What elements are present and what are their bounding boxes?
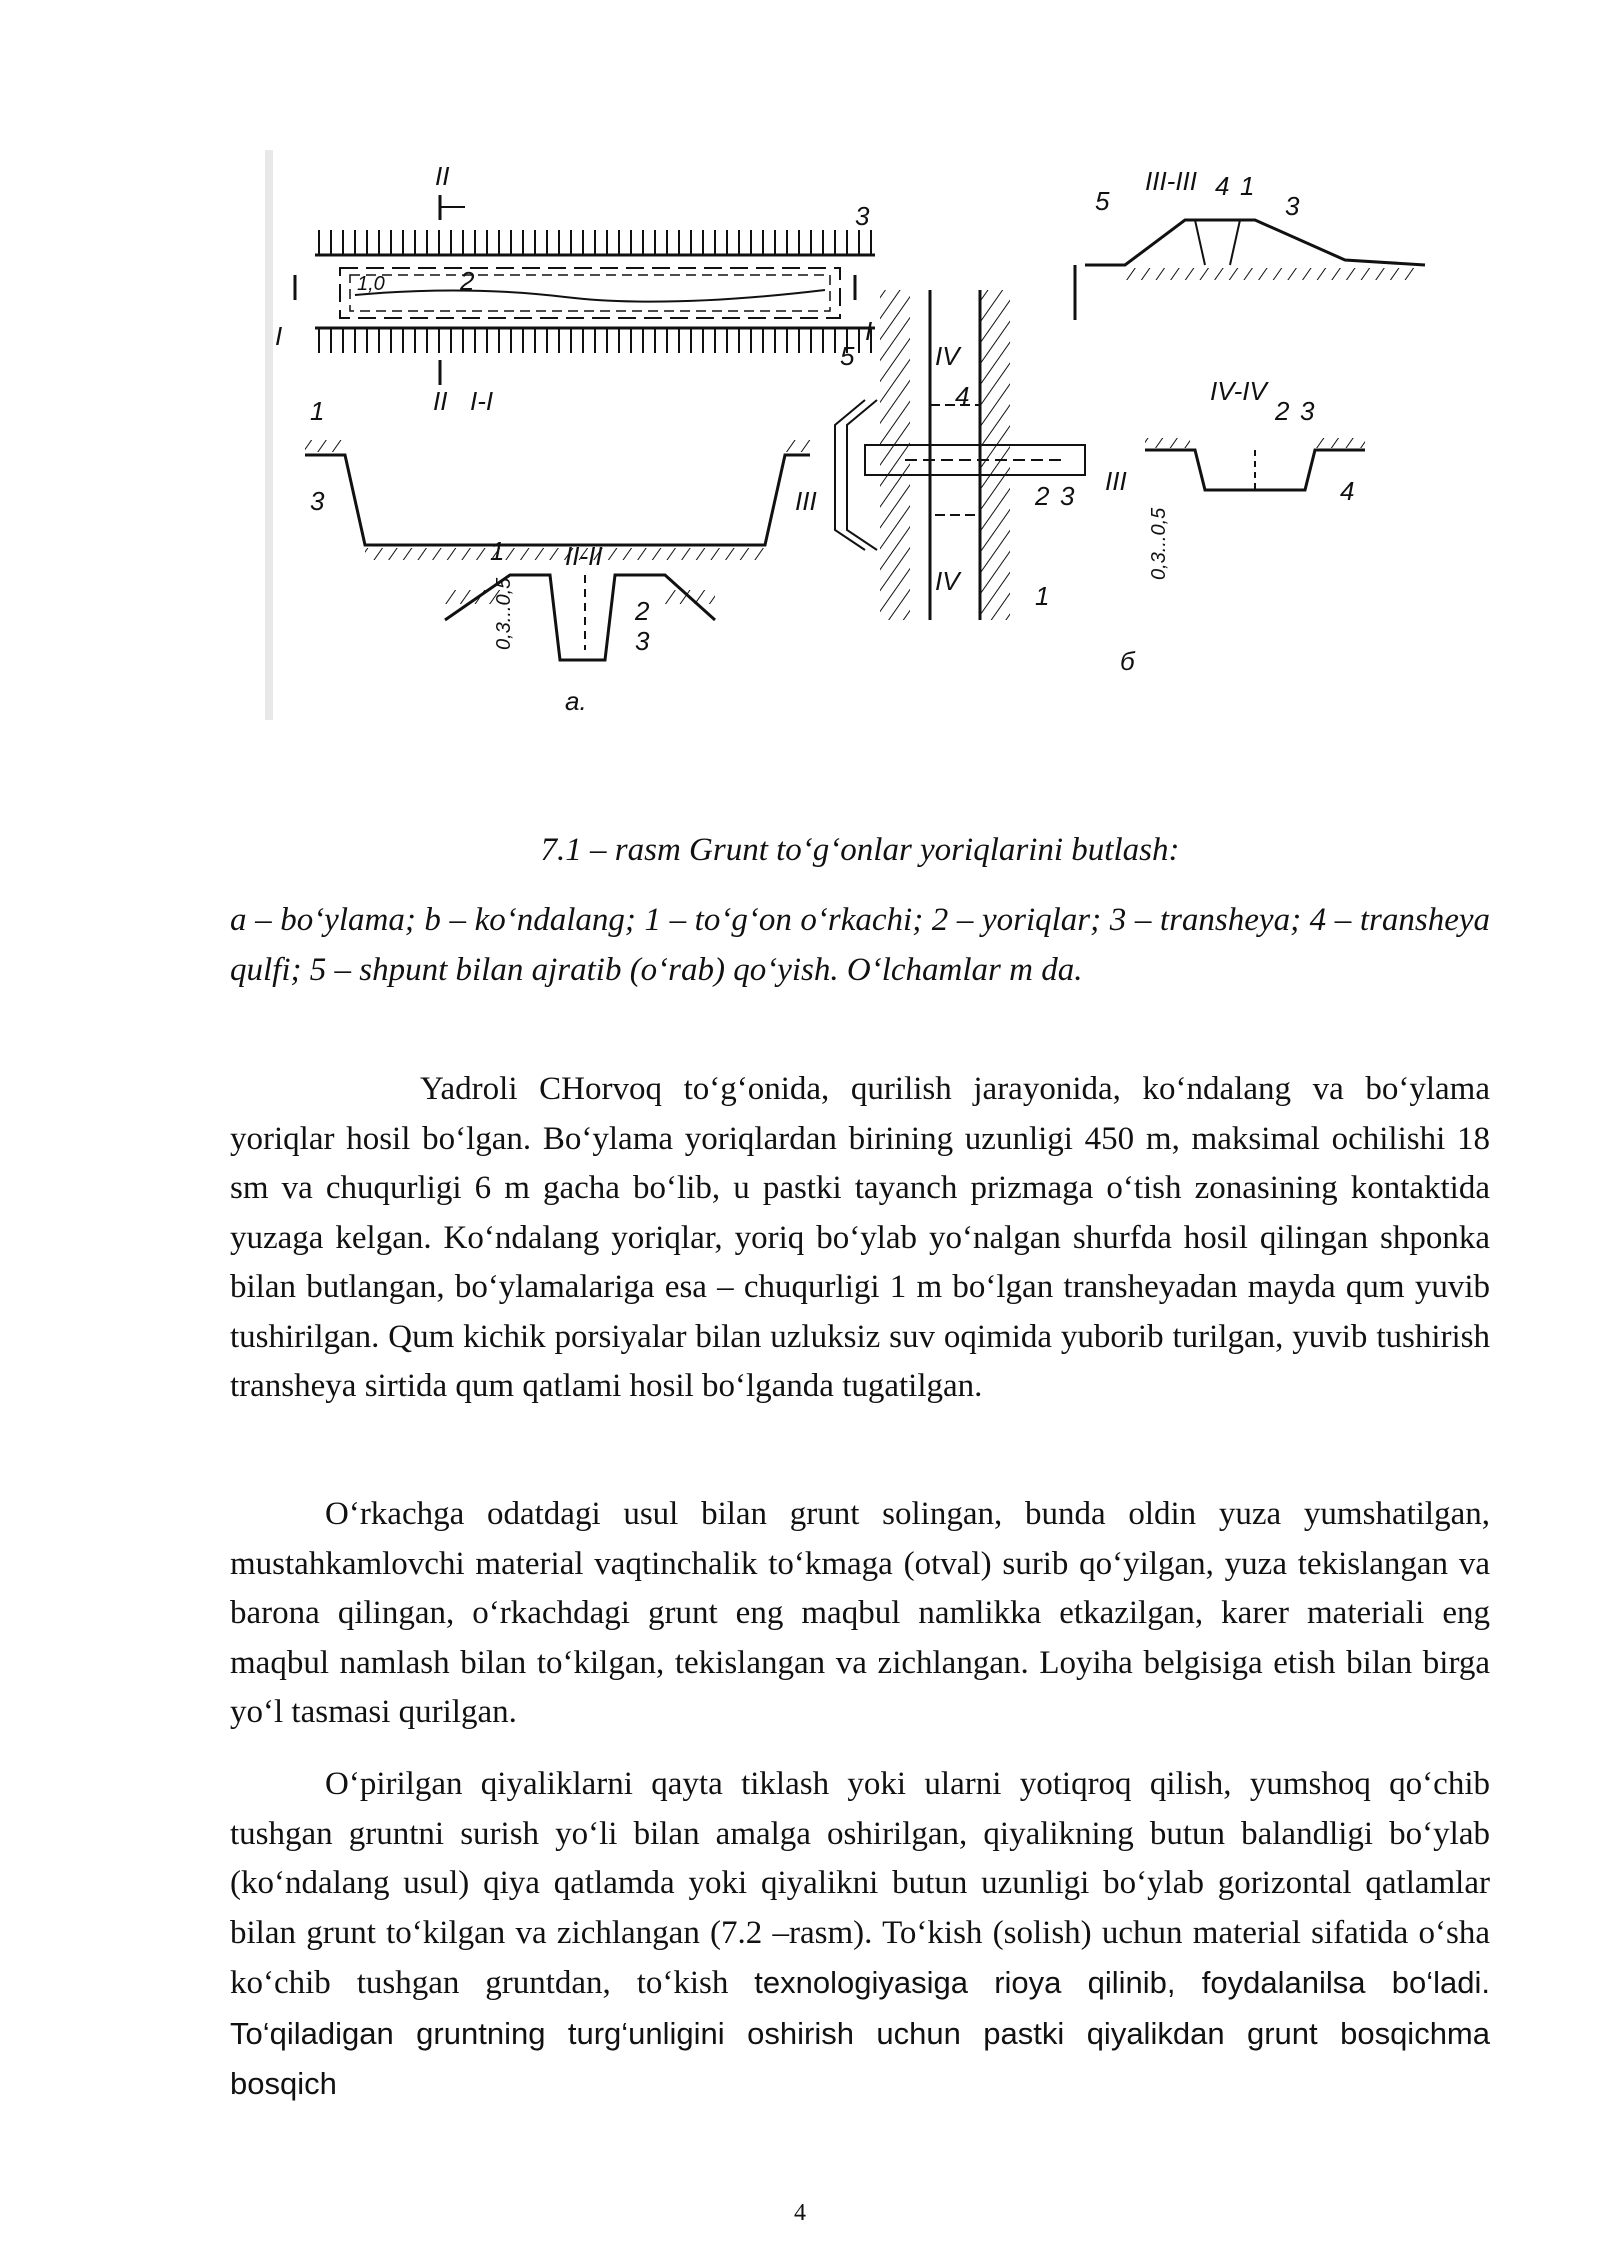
svg-text:2: 2 (635, 596, 650, 626)
svg-text:1: 1 (1035, 581, 1050, 611)
section-iii-iii (1075, 166, 1425, 320)
svg-text:III: III (795, 486, 817, 516)
svg-text:IV: IV (935, 566, 960, 596)
svg-text:2: 2 (460, 266, 475, 296)
paragraph-1: Yadroli CHorvoq to‘g‘onida, qurilish jarayonida, ko‘ndalang va bo‘ylama yoriqlar hosil bo‘lgan. Bo‘ylama yoriqlardan birining uzunligi 450 m, maksimal ochilishi 18 sm va chuqurligi 6 m gacha bo‘lib, u pastki tayanch prizmaga o‘tish zonasining kontaktida yuzaga kelgan. Ko‘ndalang yoriqlar, yoriq bo‘ylab yo‘nalgan shurfda hosil qilingan shponka bilan butlangan, bo‘ylamalariga esa – chuqurligi 1 m bo‘lgan transheyadan mayda qum yuvib tushirilgan. Qum kichik porsiyalar bilan uzluksiz suv oqimida yuborib turilgan, yuvib tushirish transheya sirtida qum qatlami hosil bo‘lganda tugatilgan. (230, 1071, 1490, 1404)
section-ii-ii (445, 536, 715, 716)
section-title: I-I (470, 386, 494, 416)
panel-a-label: a. (565, 686, 587, 716)
svg-text:3: 3 (1285, 191, 1300, 221)
svg-text:2: 2 (1275, 396, 1290, 426)
svg-text:3: 3 (855, 201, 870, 231)
svg-text:3: 3 (635, 626, 650, 656)
plan-view-transverse (835, 290, 1127, 620)
svg-text:III: III (1105, 466, 1127, 496)
svg-text:II: II (435, 161, 450, 191)
svg-text:3: 3 (1300, 396, 1315, 426)
paragraph-3-serif-part: O‘pirilgan qiyaliklarni qayta tiklash yoki ularni yotiqroq qilish, yumshoq qo‘chib tushgan gruntni surish yo‘li bilan amalga oshirilgan, qiyalikning butun balandligi bo‘ylab (ko‘ndalang usul) qiya qatlamda yoki qiyalikni butun uzunligi bo‘ylab gorizontal qatlamlar bilan grunt to‘kilgan va zichlangan (7.2 –rasm). To‘kish (solish) uchun material sifatida o‘sha ko‘chib tushgan gruntdan, to‘kish (230, 1766, 1490, 2001)
svg-text:3: 3 (310, 486, 325, 516)
dim-label: 1,0 (357, 273, 385, 295)
panel-b-label: б (1120, 646, 1135, 676)
svg-text:I: I (275, 321, 283, 351)
svg-text:4: 4 (955, 381, 970, 411)
page-number: 4 (794, 2200, 806, 2226)
svg-text:2: 2 (1035, 481, 1050, 511)
svg-text:3: 3 (1060, 481, 1075, 511)
svg-text:I: I (865, 316, 873, 346)
dam-crack-repair-diagram (265, 150, 1455, 720)
svg-text:IV: IV (935, 341, 960, 371)
section-title: II-II (565, 541, 603, 571)
paragraph-3 (230, 1760, 1490, 2110)
paragraph-3-sans-part: texnologiyasiga rioya qilinib, foydalanilsa bo‘ladi. To‘qiladigan gruntning turg‘unligini oshirish uchun pastki qiyalikdan grunt bosqichma bosqich (230, 1965, 1490, 2101)
svg-text:II: II (433, 386, 448, 416)
section-title: III-III (1145, 166, 1197, 196)
svg-text:5: 5 (1095, 186, 1110, 216)
paragraph-2: O‘rkachga odatdagi usul bilan grunt solingan, bunda oldin yuza yumshatilgan, mustahkamlovchi material vaqtinchalik to‘kmaga (otval) surib qo‘yilgan, yuza tekislangan va barona qilingan, o‘rkachdagi grunt eng maqbul namlikka etkazilgan, karer materiali eng maqbul namlash bilan to‘kilgan, tekislangan va zichlangan. Loyiha belgisiga etish bilan birga yo‘l tasmasi qurilgan. (230, 1496, 1490, 1730)
depth-label: 0,3...0,5 (1148, 507, 1170, 580)
section-title: IV-IV (1210, 376, 1267, 406)
figure-caption-title: 7.1 – rasm Grunt to‘g‘onlar yoriqlarini butlash: (540, 832, 1180, 868)
section-iv-iv (1120, 376, 1365, 676)
svg-text:1: 1 (1240, 171, 1255, 201)
svg-text:5: 5 (840, 341, 855, 371)
figure-caption-legend: a – bo‘ylama; b – ko‘ndalang; 1 – to‘g‘on o‘rkachi; 2 – yoriqlar; 3 – transheya; 4 – transheya qulfi; 5 – shpunt bilan ajratib (o‘rab) qo‘yish. O‘lchamlar m da. (230, 902, 1490, 988)
section-i-i (305, 396, 817, 560)
depth-label: 0,3...0,5 (493, 577, 515, 650)
svg-text:1: 1 (490, 536, 505, 566)
plan-view-longitudinal (275, 161, 875, 416)
svg-text:4: 4 (1340, 476, 1355, 506)
figure-7-1 (265, 150, 1455, 720)
svg-text:4: 4 (1215, 171, 1230, 201)
svg-text:1: 1 (310, 396, 325, 426)
